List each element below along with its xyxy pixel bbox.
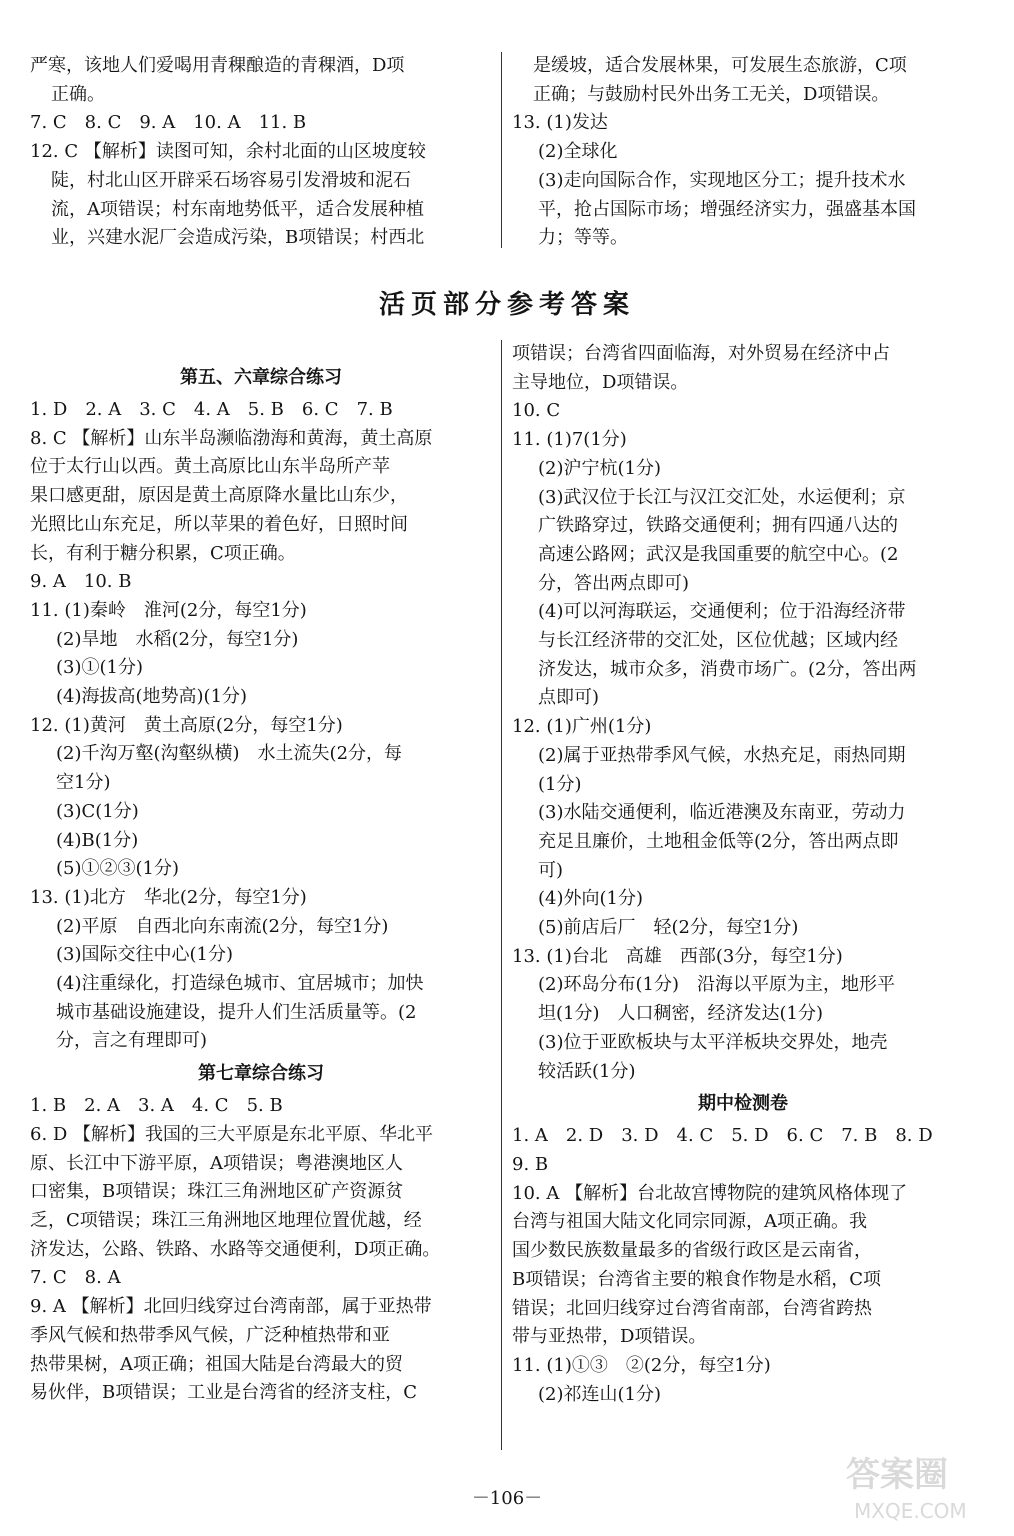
answer-subline: (3)C(1分) (56, 800, 139, 822)
watermark-sub: MXQE.COM (854, 1499, 967, 1523)
text-line: 正确；与鼓励村民外出务工无关，D项错误。 (533, 83, 890, 105)
text-line: 严寒，该地人们爱喝用青稞酿造的青稞酒，D项 (30, 55, 405, 76)
answer-line: B项错误；台湾省主要的粮食作物是水稻，C项 (512, 1268, 881, 1290)
answer-subline: (5)①②③(1分) (56, 858, 179, 880)
answer-subline: (4)外向(1分) (538, 888, 643, 910)
answer-subline: 广铁路穿过，铁路交通便利；拥有四通八达的 (538, 515, 898, 537)
text-line: 流，A项错误；村东南地势低平，适合发展种植 (51, 198, 424, 220)
bottom-column-divider (501, 340, 502, 1450)
answer-line: 长，有利于糖分积累，C项正确。 (30, 542, 296, 564)
answer-line: 项错误；台湾省四面临海，对外贸易在经济中占 (512, 343, 890, 364)
answer-subline: 较活跃(1分) (538, 1060, 636, 1082)
answer-line: 1. D 2. A 3. C 4. A 5. B 6. C 7. B (30, 399, 393, 420)
text-line: (3)走向国际合作，实现地区分工；提升技术水 (538, 169, 906, 191)
answer-line: 1. B 2. A 3. A 4. C 5. B (30, 1095, 283, 1117)
answer-subline: (1分) (538, 773, 582, 795)
bottom-right-column (512, 340, 974, 1409)
answer-line: 7. C 8. A (30, 1267, 121, 1289)
text-line: 12. C 【解析】读图可知，余村北面的山区坡度较 (30, 141, 426, 163)
text-line: 是缓坡，适合发展林果，可发展生态旅游，C项 (533, 55, 907, 76)
top-right-column (512, 52, 974, 253)
answer-line: 13. (1)台北 高雄 西部(3分，每空1分) (512, 945, 843, 967)
answer-subline: (4)B(1分) (56, 829, 139, 851)
answer-line: 主导地位，D项错误。 (512, 371, 689, 393)
section-heading: 期中检测卷 (698, 1093, 788, 1115)
answer-line: 11. (1)7(1分) (512, 429, 627, 451)
answer-line: 6. D 【解析】我国的三大平原是东北平原、华北平 (30, 1123, 434, 1145)
text-line: 正确。 (51, 83, 105, 105)
answer-line: 8. C 【解析】山东半岛濒临渤海和黄海，黄土高原 (30, 427, 433, 449)
answer-line: 1. A 2. D 3. D 4. C 5. D 6. C 7. B 8. D (512, 1125, 933, 1147)
answer-subline: (4)可以河海联运，交通便利；位于沿海经济带 (538, 601, 906, 623)
text-line: 7. C 8. C 9. A 10. A 11. B (30, 112, 307, 134)
answer-line: 10. A 【解析】台北故宫博物院的建筑风格体现了 (512, 1182, 908, 1204)
answer-line: 济发达，公路、铁路、水路等交通便利，D项正确。 (30, 1238, 441, 1260)
answer-line: 台湾与祖国大陆文化同宗同源，A项正确。我 (512, 1211, 867, 1233)
answer-subline: (3)①(1分) (56, 657, 143, 679)
answer-line: 11. (1)①③ ②(2分，每空1分) (512, 1354, 771, 1376)
answer-subline: (2)旱地 水稻(2分，每空1分) (56, 628, 299, 650)
answer-line: 国少数民族数量最多的省级行政区是云南省， (512, 1240, 872, 1262)
answer-subline: 城市基础设施建设，提升人们生活质量等。(2 (56, 1001, 417, 1023)
watermark-logo (840, 1446, 990, 1526)
answer-line: 光照比山东充足，所以苹果的着色好，日照时间 (30, 513, 408, 535)
answer-subline: 坦(1分) 人口稠密，经济发达(1分) (538, 1003, 823, 1025)
answer-subline: 空1分) (56, 772, 111, 794)
answer-line: 原、长江中下游平原，A项错误；粤港澳地区人 (30, 1152, 403, 1174)
answer-subline: (2)沪宁杭(1分) (538, 457, 661, 479)
answer-subline: 分，答出两点即可) (538, 572, 690, 594)
answer-subline: (2)属于亚热带季风气候，水热充足，雨热同期 (538, 744, 906, 766)
text-line: 平，抢占国际市场；增强经济实力，强盛基本国 (538, 198, 916, 220)
page-number: －106－ (471, 1488, 543, 1509)
top-left-column (30, 52, 492, 253)
answer-subline: (2)千沟万壑(沟壑纵横) 水土流失(2分，每 (56, 743, 403, 765)
text-line: (2)全球化 (538, 141, 618, 163)
section-heading: 第七章综合练习 (198, 1063, 324, 1085)
bottom-left-column (30, 360, 492, 1408)
answer-subline: (3)国际交往中心(1分) (56, 944, 233, 966)
answer-subline: (3)水陆交通便利，临近港澳及东南亚，劳动力 (538, 802, 906, 824)
answer-line: 热带果树，A项正确；祖国大陆是台湾最大的贸 (30, 1353, 403, 1375)
text-line: 陡，村北山区开辟采石场容易引发滑坡和泥石 (51, 169, 411, 191)
watermark-main: 答案圈 (846, 1455, 948, 1495)
answer-subline: 分，言之有理即可) (56, 1030, 208, 1052)
answer-line: 乏，C项错误；珠江三角洲地区地理位置优越，经 (30, 1209, 422, 1231)
answer-subline: 点即可) (538, 687, 600, 709)
answer-subline: (3)位于亚欧板块与太平洋板块交界处，地壳 (538, 1031, 888, 1053)
answer-subline: (2)环岛分布(1分) 沿海以平原为主，地形平 (538, 974, 895, 996)
answer-line: 10. C (512, 400, 561, 422)
answer-line: 9. A 10. B (30, 571, 132, 593)
section-heading: 第五、六章综合练习 (180, 367, 342, 388)
answer-line: 错误；北回归线穿过台湾省南部，台湾省跨热 (512, 1297, 872, 1319)
answer-line: 果口感更甜，原因是黄土高原降水量比山东少， (30, 485, 408, 507)
answer-line: 位于太行山以西。黄土高原比山东半岛所产苹 (30, 456, 390, 478)
answer-subline: 可) (538, 859, 564, 881)
answer-subline: (2)平原 自西北向东南流(2分，每空1分) (56, 915, 389, 937)
answer-subline: (3)武汉位于长江与汉江交汇处，水运便利；京 (538, 486, 906, 508)
answer-line: 带与亚热带，D项错误。 (512, 1326, 707, 1348)
answer-line: 13. (1)北方 华北(2分，每空1分) (30, 886, 307, 908)
answer-subline: 与长江经济带的交汇处，区位优越；区域内经 (538, 630, 898, 652)
answer-line: 9. A 【解析】北回归线穿过台湾南部，属于亚热带 (30, 1296, 432, 1318)
answer-subline: (4)海拔高(地势高)(1分) (56, 686, 248, 708)
answer-subline: (2)祁连山(1分) (538, 1383, 661, 1405)
text-line: 力；等等。 (538, 227, 628, 249)
answer-subline: 高速公路网；武汉是我国重要的航空中心。(2 (538, 543, 899, 565)
top-column-divider (501, 52, 502, 248)
answer-subline: (4)注重绿化，打造绿色城市、宜居城市；加快 (56, 973, 424, 995)
section-banner: 活页部分参考答案 (378, 290, 635, 320)
answer-line: 11. (1)秦岭 淮河(2分，每空1分) (30, 599, 307, 621)
answer-subline: 充足且廉价，土地租金低等(2分，答出两点即 (538, 830, 899, 852)
answer-line: 12. (1)广州(1分) (512, 716, 652, 738)
answer-line: 季风气候和热带季风气候，广泛种植热带和亚 (30, 1324, 390, 1346)
answer-subline: (5)前店后厂 轻(2分，每空1分) (538, 917, 799, 939)
answer-line: 口密集，B项错误；珠江三角洲地区矿产资源贫 (30, 1181, 404, 1203)
text-line: 13. (1)发达 (512, 112, 608, 134)
answer-line: 9. B (512, 1153, 549, 1175)
text-line: 业，兴建水泥厂会造成污染，B项错误；村西北 (51, 227, 425, 249)
answer-line: 12. (1)黄河 黄土高原(2分，每空1分) (30, 714, 343, 736)
answer-line: 易伙伴，B项错误；工业是台湾省的经济支柱，C (30, 1382, 417, 1404)
answer-subline: 济发达，城市众多，消费市场广。(2分，答出两 (538, 658, 917, 680)
